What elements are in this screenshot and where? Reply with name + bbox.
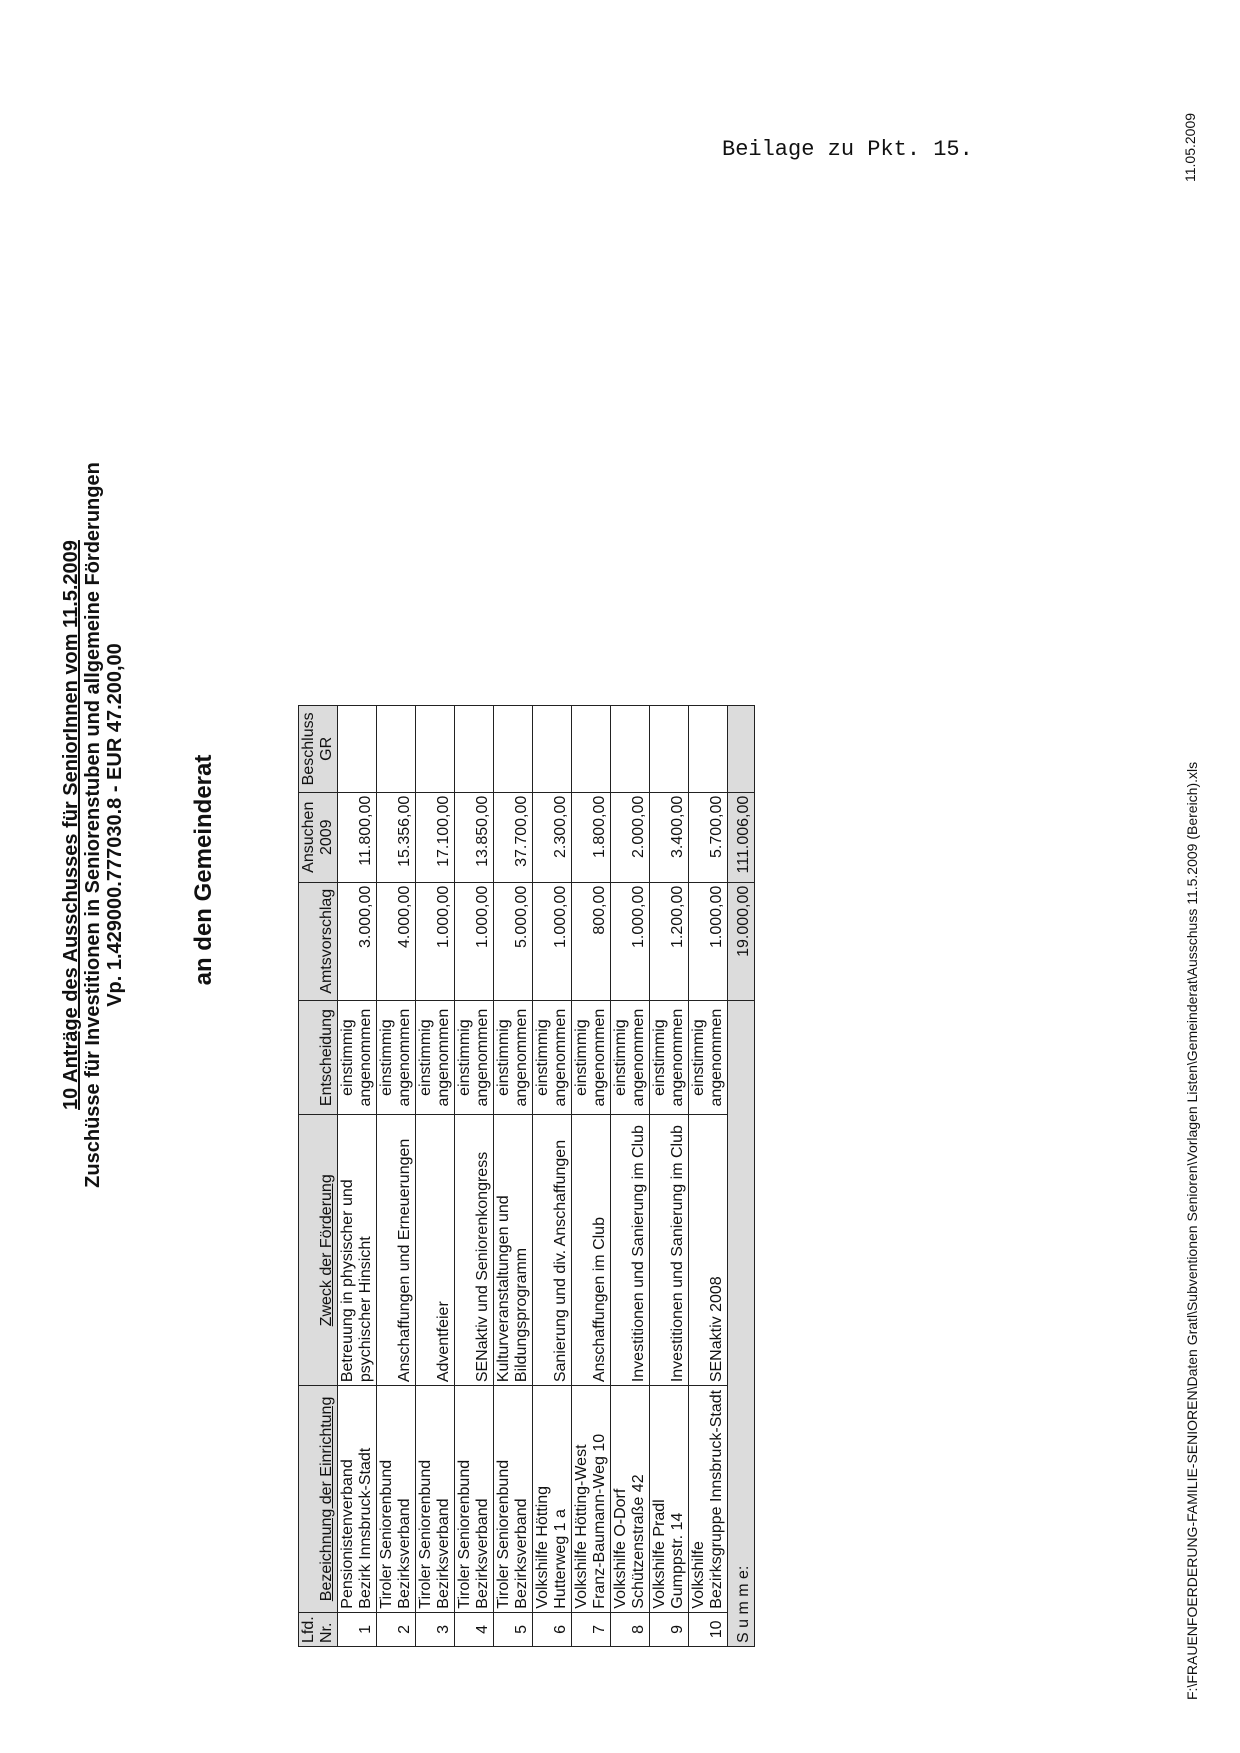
row-beschluss <box>377 706 416 793</box>
row-nr: 3 <box>416 1612 455 1646</box>
row-zweck: Sanierung und div. Anschaffungen <box>533 1115 572 1386</box>
table-row <box>689 706 728 1647</box>
row-ansuchen: 2.300,00 <box>533 792 572 882</box>
table-row <box>455 706 494 1647</box>
row-einrichtung: Tiroler Seniorenbund Bezirksverband <box>494 1386 533 1613</box>
row-zweck: Investitionen und Sanierung im Club <box>650 1115 689 1386</box>
beilage-label: Beilage zu Pkt. 15. <box>722 137 973 162</box>
row-beschluss <box>338 706 377 793</box>
document-title: 10 Anträge des Ausschusses für SeniorInnen vom 11.5.2009 <box>60 540 82 1110</box>
sum-label: S u m m e: <box>728 1000 755 1646</box>
table-row <box>611 706 650 1647</box>
row-nr: 9 <box>650 1612 689 1646</box>
table-header-row <box>299 706 338 1647</box>
row-beschluss <box>455 706 494 793</box>
row-ansuchen: 2.000,00 <box>611 792 650 882</box>
col-ansuchen: Ansuchen 2009 <box>299 792 338 882</box>
row-einrichtung: Volkshilfe Pradl Gumppstr. 14 <box>650 1386 689 1613</box>
row-ansuchen: 17.100,00 <box>416 792 455 882</box>
row-ansuchen: 1.800,00 <box>572 792 611 882</box>
row-amtsvorschlag: 800,00 <box>572 882 611 1000</box>
sum-row <box>728 706 755 1647</box>
row-zweck: SENaktiv und Seniorenkongress <box>455 1115 494 1386</box>
row-amtsvorschlag: 1.000,00 <box>611 882 650 1000</box>
row-zweck: Adventfeier <box>416 1115 455 1386</box>
row-zweck: Investitionen und Sanierung im Club <box>611 1115 650 1386</box>
table-row <box>650 706 689 1647</box>
row-einrichtung: Volkshilfe Hötting Hutterweg 1 a <box>533 1386 572 1613</box>
recipient-heading: an den Gemeinderat <box>190 754 217 986</box>
col-einrichtung: Bezeichnung der Einrichtung <box>299 1386 338 1613</box>
row-entscheidung: einstimmig angenommen <box>533 1000 572 1115</box>
sum-ansuchen: 111.006,00 <box>728 792 755 882</box>
row-nr: 7 <box>572 1612 611 1646</box>
table-row <box>533 706 572 1647</box>
sum-beschluss <box>728 706 755 793</box>
row-entscheidung: einstimmig angenommen <box>689 1000 728 1115</box>
document-date: 11.05.2009 <box>1182 112 1198 182</box>
row-zweck: Anschaffungen und Erneuerungen <box>377 1115 416 1386</box>
row-ansuchen: 15.356,00 <box>377 792 416 882</box>
row-beschluss <box>689 706 728 793</box>
row-einrichtung: Tiroler Seniorenbund Bezirksverband <box>416 1386 455 1613</box>
row-amtsvorschlag: 1.000,00 <box>455 882 494 1000</box>
row-einrichtung: Pensionistenverband Bezirk Innsbruck-Stadt <box>338 1386 377 1613</box>
row-nr: 2 <box>377 1612 416 1646</box>
grants-table <box>298 705 755 1647</box>
row-ansuchen: 37.700,00 <box>494 792 533 882</box>
row-amtsvorschlag: 1.000,00 <box>533 882 572 1000</box>
row-amtsvorschlag: 3.000,00 <box>338 882 377 1000</box>
row-beschluss <box>611 706 650 793</box>
row-ansuchen: 13.850,00 <box>455 792 494 882</box>
row-ansuchen: 3.400,00 <box>650 792 689 882</box>
row-zweck: SENaktiv 2008 <box>689 1115 728 1386</box>
row-amtsvorschlag: 1.200,00 <box>650 882 689 1000</box>
row-ansuchen: 5.700,00 <box>689 792 728 882</box>
row-nr: 4 <box>455 1612 494 1646</box>
row-entscheidung: einstimmig angenommen <box>416 1000 455 1115</box>
col-entscheidung: Entscheidung <box>299 1000 338 1115</box>
row-amtsvorschlag: 4.000,00 <box>377 882 416 1000</box>
row-einrichtung: Volkshilfe Hötting-West Franz-Baumann-Weg 10 <box>572 1386 611 1613</box>
table-row <box>572 706 611 1647</box>
table-row <box>416 706 455 1647</box>
row-entscheidung: einstimmig angenommen <box>611 1000 650 1115</box>
grants-table-wrapper <box>298 705 755 1647</box>
row-entscheidung: einstimmig angenommen <box>650 1000 689 1115</box>
row-beschluss <box>533 706 572 793</box>
row-beschluss <box>650 706 689 793</box>
row-zweck: Kulturveranstaltungen und Bildungsprogramm <box>494 1115 533 1386</box>
row-entscheidung: einstimmig angenommen <box>572 1000 611 1115</box>
row-amtsvorschlag: 1.000,00 <box>416 882 455 1000</box>
row-amtsvorschlag: 5.000,00 <box>494 882 533 1000</box>
row-einrichtung: Tiroler Seniorenbund Bezirksverband <box>377 1386 416 1613</box>
table-row <box>338 706 377 1647</box>
row-nr: 10 <box>689 1612 728 1646</box>
title-block <box>60 305 126 1345</box>
col-nr: Lfd. Nr. <box>299 1612 338 1646</box>
row-zweck: Betreuung in physischer und psychischer Hinsicht <box>338 1115 377 1386</box>
row-ansuchen: 11.800,00 <box>338 792 377 882</box>
row-entscheidung: einstimmig angenommen <box>494 1000 533 1115</box>
sum-amtsvorschlag: 19.000,00 <box>728 882 755 1000</box>
row-einrichtung: Tiroler Seniorenbund Bezirksverband <box>455 1386 494 1613</box>
table-row <box>494 706 533 1647</box>
row-nr: 5 <box>494 1612 533 1646</box>
budget-line: Vp. 1.429000.777030.8 - EUR 47.200,00 <box>104 643 126 1007</box>
row-zweck: Anschaffungen im Club <box>572 1115 611 1386</box>
col-zweck: Zweck der Förderung <box>299 1115 338 1386</box>
row-einrichtung: Volkshilfe O-Dorf Schützenstraße 42 <box>611 1386 650 1613</box>
row-entscheidung: einstimmig angenommen <box>377 1000 416 1115</box>
col-beschluss: Beschluss GR <box>299 706 338 793</box>
row-entscheidung: einstimmig angenommen <box>455 1000 494 1115</box>
footer-file-path: F:\FRAUENFOERDERUNG-FAMILIE-SENIOREN\Daten Gratl\Subventionen Senioren\Vorlagen Listen\Gemeinderat\Ausschuss 11.5.2009 (Bereich).xls <box>1184 761 1200 1700</box>
row-nr: 8 <box>611 1612 650 1646</box>
row-beschluss <box>494 706 533 793</box>
row-nr: 6 <box>533 1612 572 1646</box>
row-amtsvorschlag: 1.000,00 <box>689 882 728 1000</box>
row-einrichtung: Volkshilfe Bezirksgruppe Innsbruck-Stadt <box>689 1386 728 1613</box>
row-nr: 1 <box>338 1612 377 1646</box>
row-beschluss <box>416 706 455 793</box>
row-beschluss <box>572 706 611 793</box>
table-row <box>377 706 416 1647</box>
col-amtsvorschlag: Amtsvorschlag <box>299 882 338 1000</box>
document-subtitle: Zuschüsse für Investitionen in Seniorenstuben und allgemeine Förderungen <box>82 462 104 1188</box>
row-entscheidung: einstimmig angenommen <box>338 1000 377 1115</box>
